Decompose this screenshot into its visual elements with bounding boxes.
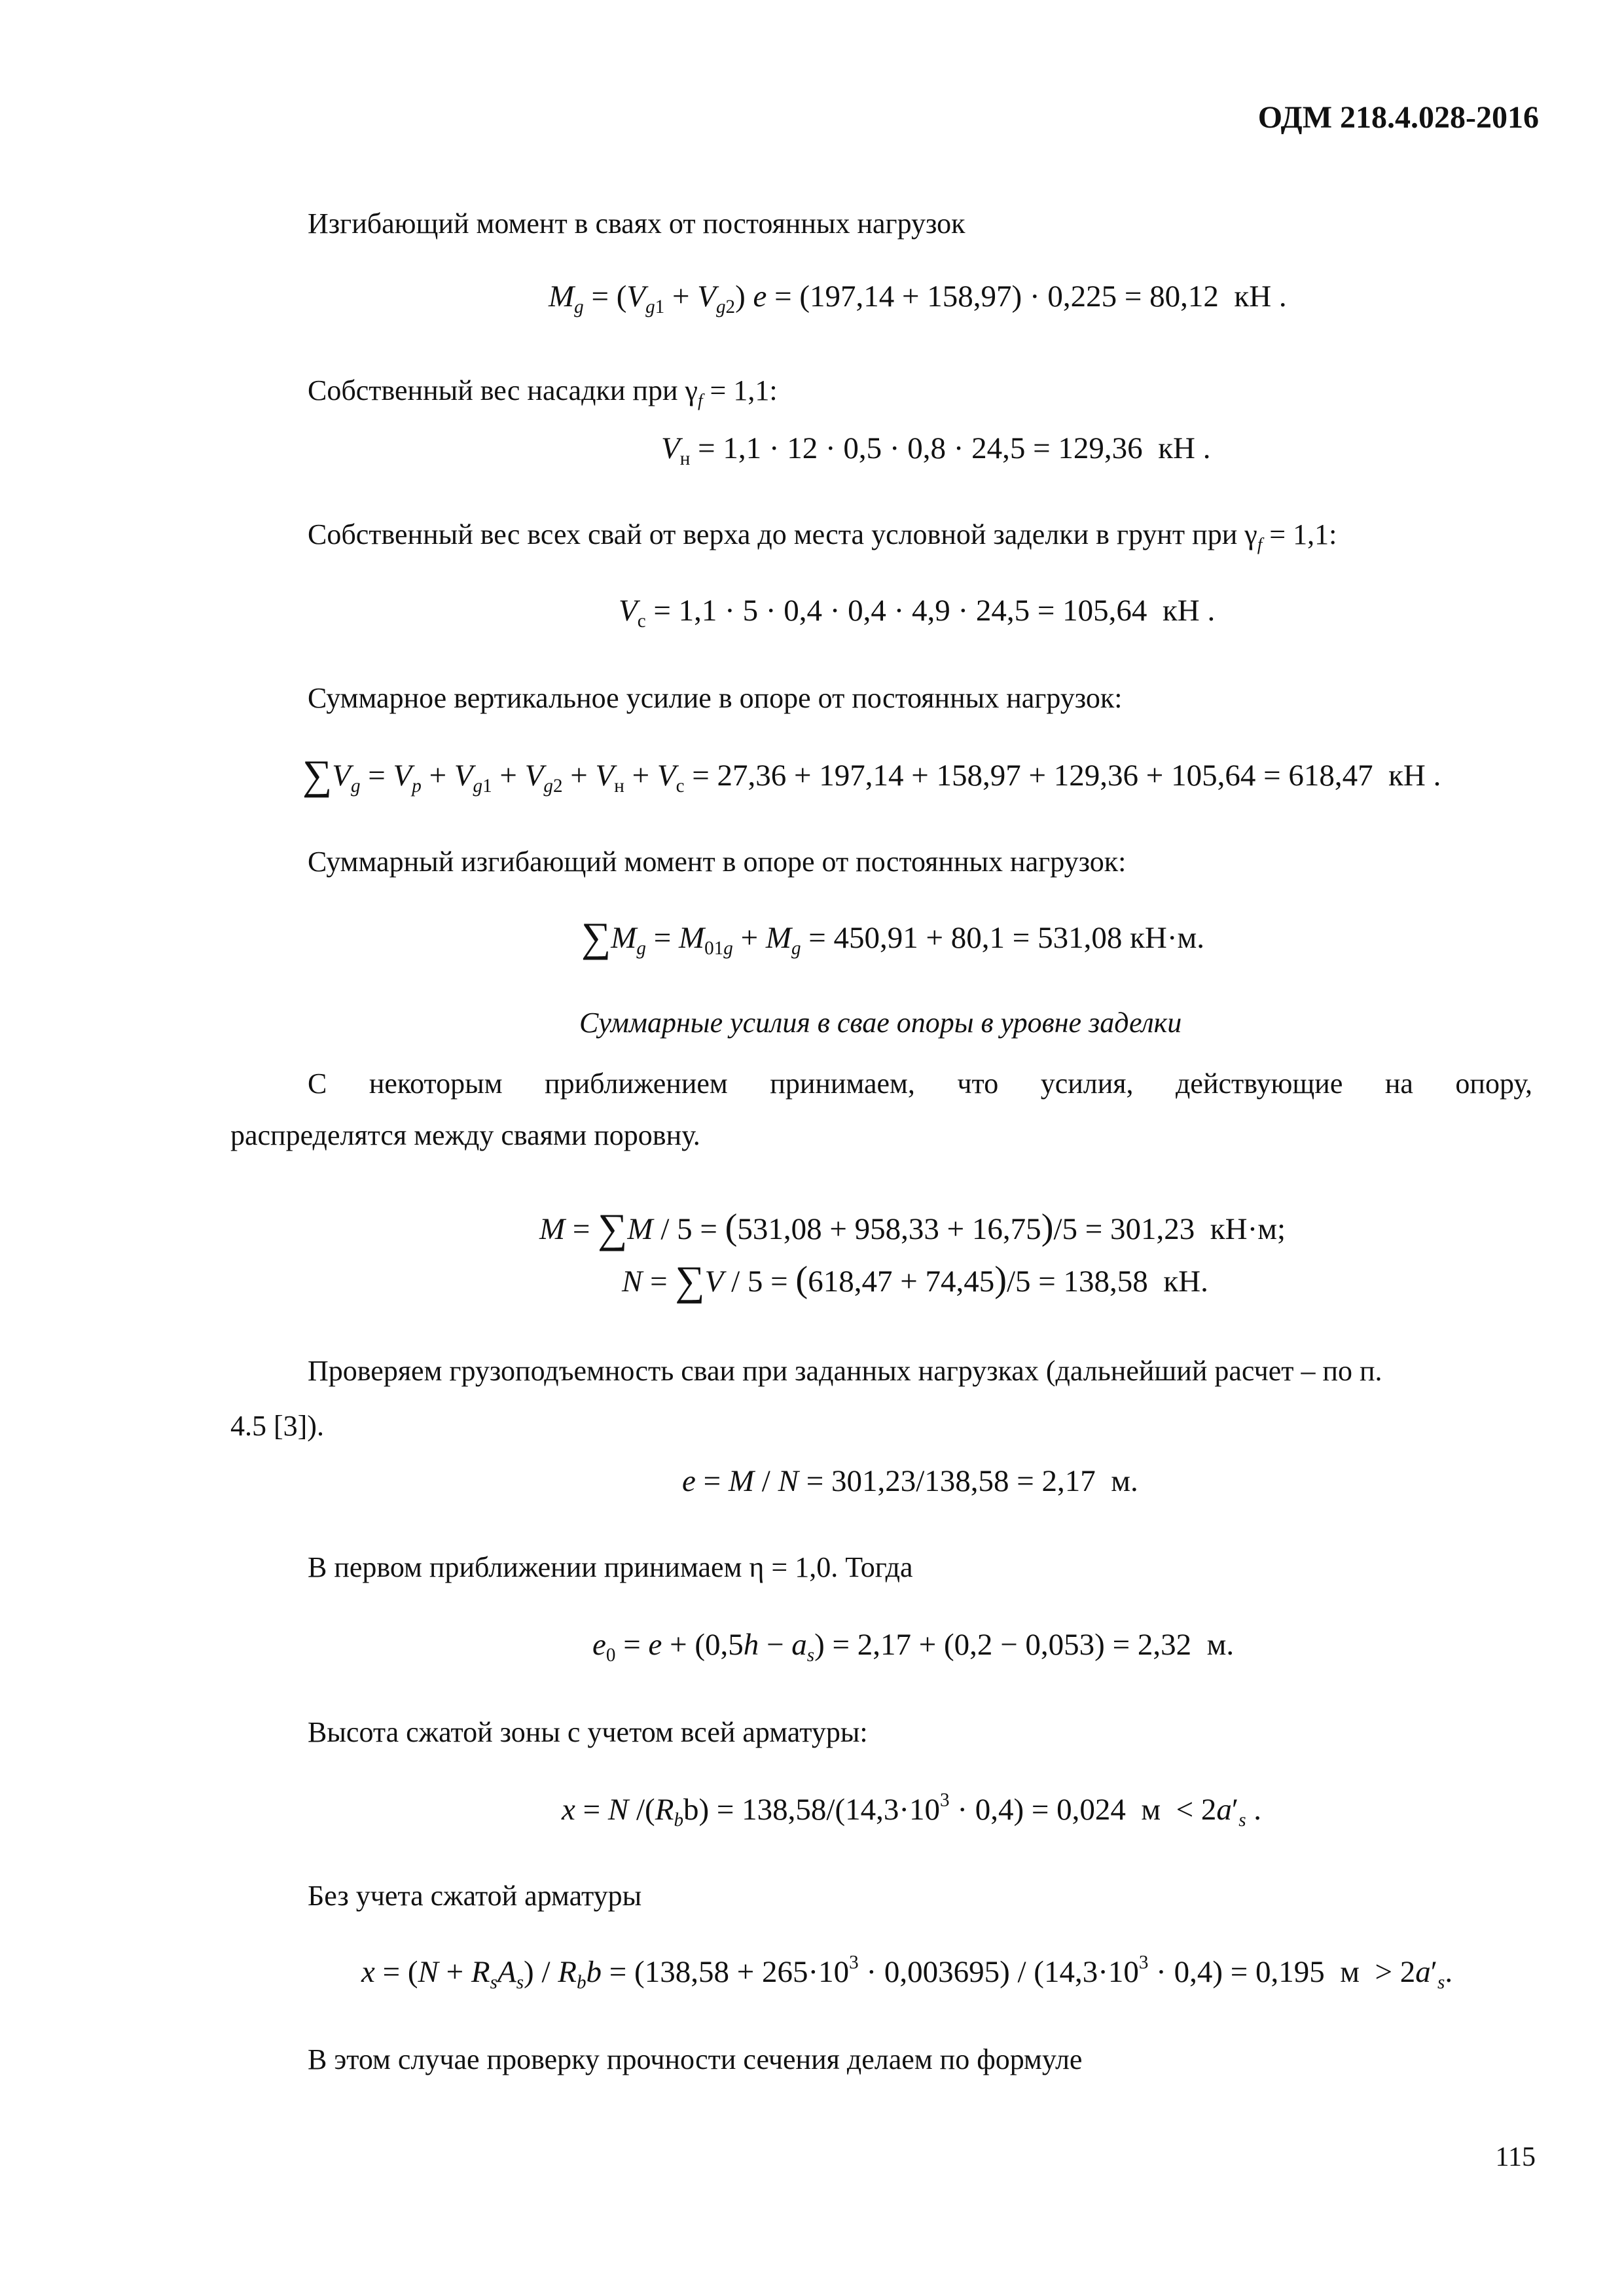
exponent: 3 <box>849 1952 859 1973</box>
document-code: ОДМ 218.4.028-2016 <box>1257 100 1539 135</box>
paragraph-piles-weight-end: = 1,1: <box>1262 518 1337 550</box>
page-number: 115 <box>1495 2142 1536 2172</box>
equation-initial-eccentricity-rhs: ) = 2,17 + (0,2 − 0,053) = 2,32 <box>814 1628 1192 1662</box>
equation-initial-eccentricity: $e_0 = e + (0,5h - a_s) = 2,17 + (0,2 - 0,053) = 2,32$ м. <box>592 1628 1235 1666</box>
equation-total-vertical: $\sum V_g = V_p + V_{g1} + V_{g2} + V_н + V_с = 27,36 + 197,14 + 158,97 + 129,36 + 105,64 = 618,47$ кН . <box>302 751 1441 798</box>
equation-compression-zone-all: x = N $/(R_bb) = 138,58/(14,3\cdot 10^3 \cdot 0,4) = 0,024$ $м < 2a'_s$ . <box>562 1789 1262 1831</box>
equation-compression-zone-all-rhs: b) = 138,58/(14,3·10 <box>683 1793 941 1827</box>
paragraph-piles-weight-text: Собственный вес всех свай от верха до места условной заделки в грунт при γ <box>308 518 1257 550</box>
paragraph-bearing-check-line2: 4.5 [3]). <box>230 1410 324 1442</box>
paragraph-strength-check: В этом случае проверку прочности сечения делаем по формуле <box>308 2043 1083 2075</box>
equation-piles-weight: $V_с = 1,1 \cdot 5 \cdot 0,4 \cdot 0,4 \cdot 4,9 \cdot 24,5 = 105,64$ кН . <box>619 594 1216 632</box>
paragraph-cap-weight <box>308 374 778 410</box>
equation-piles-weight-rhs: = 1,1 · 5 · 0,4 · 0,4 · 4,9 · 24,5 = 105,64 <box>645 594 1147 628</box>
equation-cap-weight-unit: кН . <box>1158 431 1211 465</box>
equation-pile-moment: M = ∑M / 5 = (531,08 + 958,33 + 16,75)/5 = 301,23 кН·м; <box>539 1205 1286 1252</box>
equation-pile-moment-result: /5 = 301,23 <box>1053 1212 1195 1246</box>
equation-compression-zone-tension-unit: м <box>1340 1955 1360 1989</box>
paragraph-bending-moment: Изгибающий момент в сваях от постоянных нагрузок <box>308 207 965 240</box>
paragraph-cap-weight-text: Собственный вес насадки при γ <box>308 374 698 406</box>
equation-compression-zone-tension: $x = (N + R_sA_s) / R_bb = (138,58 + 265\cdot 10^3 \cdot 0,003695) / (14,3\cdot 10^3 \cdot 0,4) = 0,195$ $м > 2a'_s$. <box>361 1952 1453 1994</box>
equation-pile-moment-sum: 531,08 + 958,33 + 16,75 <box>737 1212 1041 1246</box>
equation-total-moment-rhs: = 450,91 + 80,1 = 531,08 <box>801 921 1123 955</box>
paragraph-total-vertical: Суммарное вертикальное усилие в опоре от постоянных нагрузок: <box>308 682 1123 714</box>
equation-pile-force-result: /5 = 138,58 <box>1006 1265 1148 1299</box>
paragraph-first-approximation: В первом приближении принимаем η = 1,0. Тогда <box>308 1551 913 1583</box>
paragraph-piles-weight <box>308 518 1337 554</box>
equation-cap-weight: $V_н = 1,1 \cdot 12 \cdot 0,5 \cdot 0,8 \cdot 24,5 = 129,36$ кН . <box>661 431 1211 470</box>
equation-piles-weight-unit: кН . <box>1162 594 1216 628</box>
gamma-subscript: f <box>697 390 703 410</box>
paragraph-distribution-line2: распределятся между сваями поровну. <box>230 1119 700 1151</box>
paragraph-distribution-line1: С некоторым приближением принимаем, что усилия, действующие на опору, <box>308 1067 1532 1100</box>
paragraph-cap-weight-end: = 1,1: <box>702 374 778 406</box>
equation-pile-force: N = ∑V / 5 = (618,47 + 74,45)/5 = 138,58 кН. <box>622 1257 1208 1304</box>
gamma-subscript: f <box>1257 534 1263 554</box>
equation-eccentricity-rhs: = 301,23/138,58 = 2,17 <box>798 1464 1096 1498</box>
equation-bending-moment: $M_g = (V_{g1} + V_{g2}) e = (197,14 + 158,97) \cdot 0,225 = 80,12$ кН . <box>549 279 1287 318</box>
paragraph-without-compressed: Без учета сжатой арматуры <box>308 1880 642 1912</box>
equation-total-moment-unit: кН·м. <box>1130 921 1204 955</box>
equation-eccentricity: e = M / N = 301,23/138,58 = 2,17 м. <box>682 1464 1138 1498</box>
equation-compression-zone-tension-rhs: = (138,58 + 265·10 <box>602 1955 850 1989</box>
equation-total-vertical-rhs: = 27,36 + 197,14 + 158,97 + 129,36 + 105,64 = 618,47 <box>684 759 1373 793</box>
paragraph-compression-zone: Высота сжатой зоны с учетом всей арматуры: <box>308 1716 868 1748</box>
exponent: 3 <box>940 1789 950 1811</box>
equation-bending-moment-unit: кН . <box>1234 279 1287 314</box>
equation-cap-weight-rhs: = 1,1 · 12 · 0,5 · 0,8 · 24,5 = 129,36 <box>690 431 1143 465</box>
section-caption: Суммарные усилия в свае опоры в уровне заделки <box>579 1007 1182 1039</box>
equation-compression-zone-tension-rhs2: · 0,003695) / (14,3·10 <box>858 1955 1139 1989</box>
paragraph-bearing-check-line1: Проверяем грузоподъемность сваи при заданных нагрузках (дальнейший расчет – по п. <box>308 1355 1382 1387</box>
paragraph-total-moment: Суммарный изгибающий момент в опоре от постоянных нагрузок: <box>308 846 1127 878</box>
equation-initial-eccentricity-unit: м. <box>1206 1628 1235 1662</box>
equation-bending-moment-rhs: = (197,14 + 158,97) · 0,225 = 80,12 <box>767 279 1219 314</box>
exponent: 3 <box>1138 1952 1149 1973</box>
equation-compression-zone-all-unit: м <box>1141 1793 1161 1827</box>
equation-total-moment: $\sum M_g = M_{01g} + M_g = 450,91 + 80,1 = 531,08$ кН·м. <box>581 914 1204 961</box>
equation-compression-zone-tension-rhs3: · 0,4) = 0,195 <box>1148 1955 1325 1989</box>
equation-pile-force-sum: 618,47 + 74,45 <box>808 1265 995 1299</box>
equation-compression-zone-all-rhs2: · 0,4) = 0,024 <box>949 1793 1126 1827</box>
equation-pile-force-unit: кН. <box>1163 1265 1208 1299</box>
equation-pile-moment-unit: кН·м; <box>1210 1212 1286 1246</box>
equation-eccentricity-unit: м. <box>1111 1464 1138 1498</box>
equation-total-vertical-unit: кН . <box>1388 759 1441 793</box>
